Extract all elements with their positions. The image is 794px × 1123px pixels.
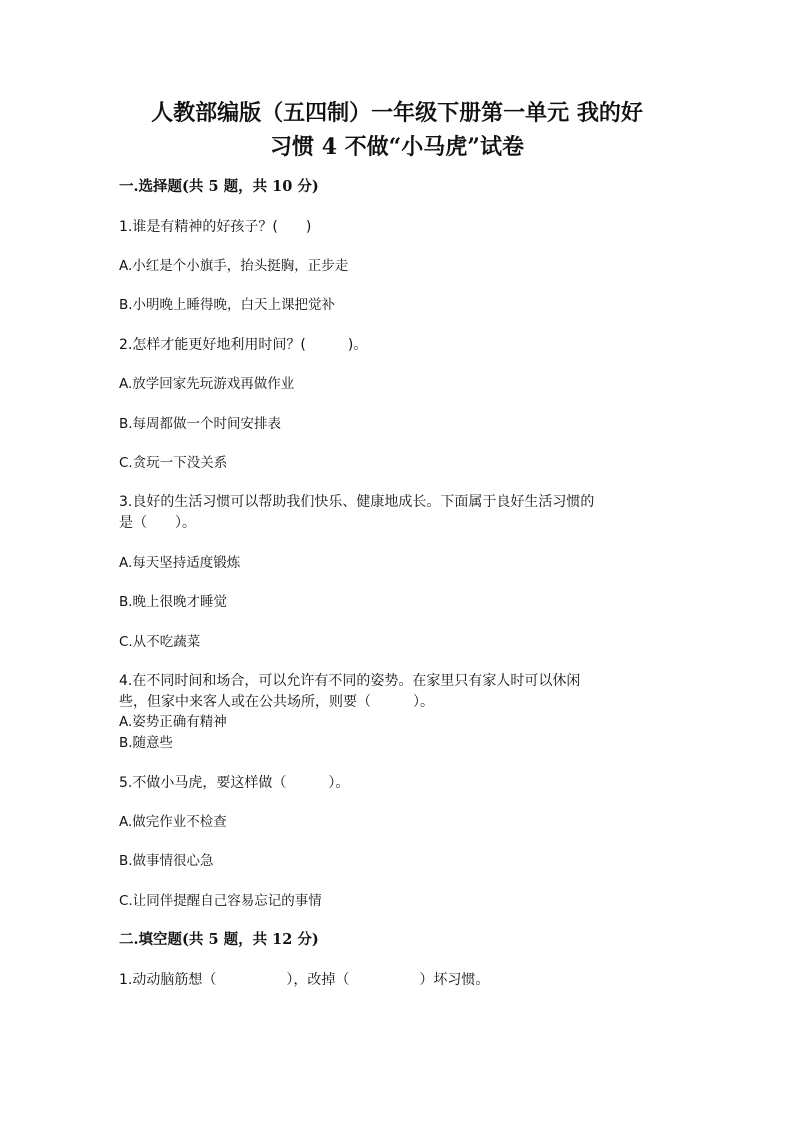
question-4-stem-line-2: 些，但家中来客人或在公共场所，则要（ ）。 <box>119 694 434 710</box>
question-2-option-c: C.贪玩一下没关系 <box>119 455 228 471</box>
exam-title-line-1: 人教部编版（五四制）一年级下册第一单元 我的好 <box>151 100 643 126</box>
question-3-stem-line-2: 是（ ）。 <box>119 515 196 531</box>
question-4-option-a: A.姿势正确有精神 <box>119 714 227 730</box>
fill-question-1-stem: 1.动动脑筋想（ ），改掉（ ）坏习惯。 <box>119 972 490 988</box>
question-5-option-a: A.做完作业不检查 <box>119 814 227 830</box>
question-5-stem: 5.不做小马虎，要这样做（ ）。 <box>119 775 350 791</box>
question-5-option-b: B.做事情很心急 <box>119 853 214 869</box>
question-3-option-c: C.从不吃蔬菜 <box>119 634 201 650</box>
question-3-stem-line-1: 3.良好的生活习惯可以帮助我们快乐、健康地成长。下面属于良好生活习惯的 <box>119 494 595 510</box>
question-1-option-a: A.小红是个小旗手，抬头挺胸，正步走 <box>119 258 349 274</box>
question-4-option-b: B.随意些 <box>119 735 174 751</box>
question-1-option-b: B.小明晚上睡得晚，白天上课把觉补 <box>119 297 336 313</box>
exam-title-line-2: 习惯 4 不做“小马虎”试卷 <box>270 134 524 160</box>
question-4-stem-line-1: 4.在不同时间和场合，可以允许有不同的姿势。在家里只有家人时可以休闲 <box>119 673 581 689</box>
question-2-option-b: B.每周都做一个时间安排表 <box>119 416 282 432</box>
question-3-option-a: A.每天坚持适度锻炼 <box>119 555 241 571</box>
question-2-option-a: A.放学回家先玩游戏再做作业 <box>119 376 295 392</box>
question-2-stem: 2.怎样才能更好地利用时间？( )。 <box>119 337 368 353</box>
section-heading-fill-in-blank: 二.填空题(共 5 题，共 12 分) <box>119 931 319 948</box>
section-heading-multiple-choice: 一.选择题(共 5 题，共 10 分) <box>119 178 319 195</box>
question-3-option-b: B.晚上很晚才睡觉 <box>119 594 228 610</box>
question-1-stem: 1.谁是有精神的好孩子？( ) <box>119 219 312 235</box>
question-5-option-c: C.让同伴提醒自己容易忘记的事情 <box>119 893 322 909</box>
